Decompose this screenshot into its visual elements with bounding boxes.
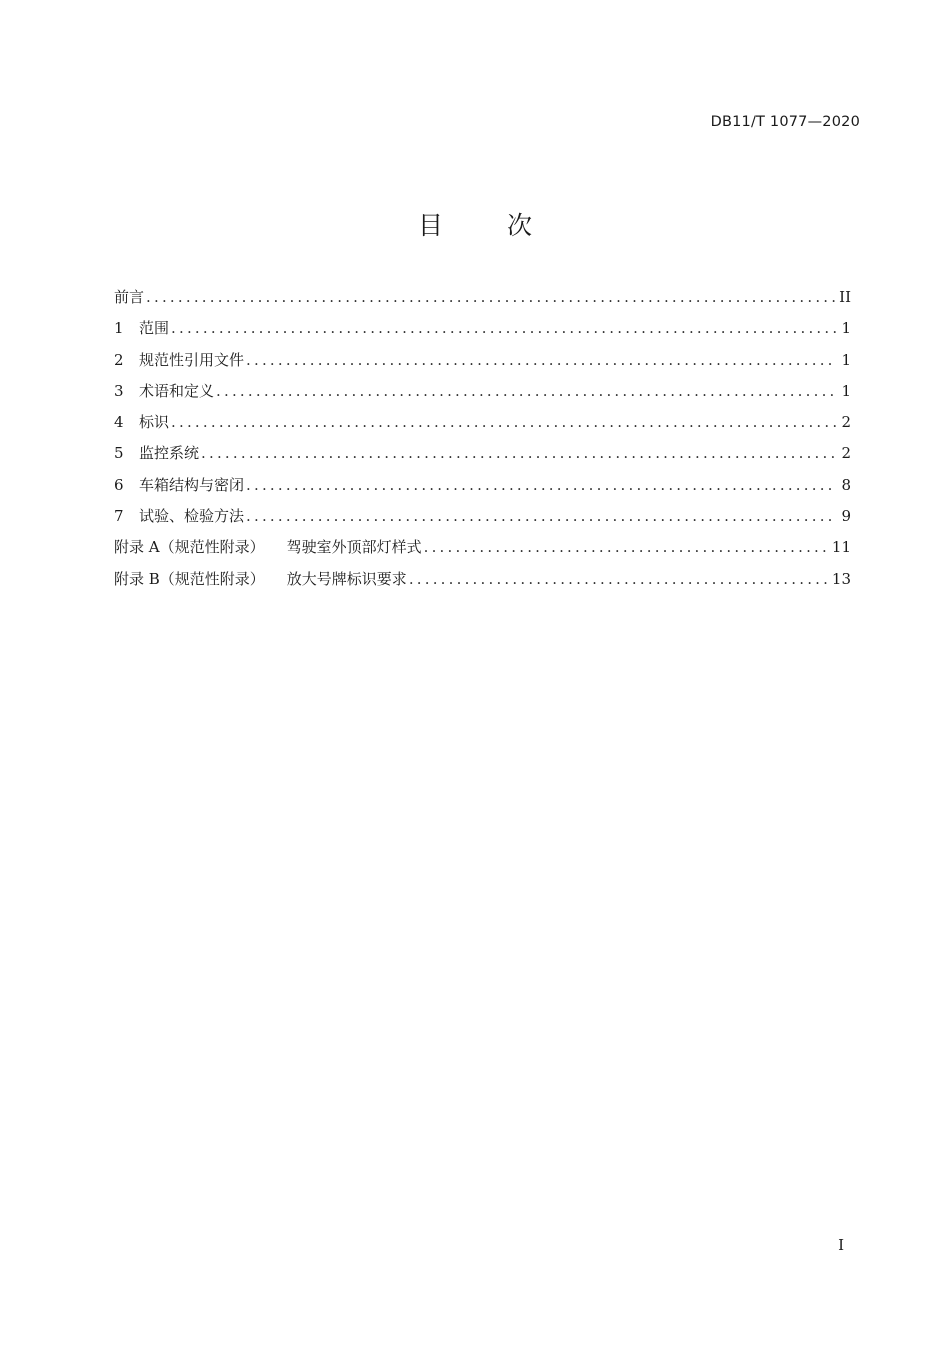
toc-entry-number: 7 (114, 507, 124, 526)
toc-entry-foreword[interactable] (114, 286, 851, 317)
toc-entry-7[interactable] (114, 505, 851, 536)
toc-entry-page: II (839, 288, 851, 306)
toc-entry-number: 3 (114, 381, 124, 400)
toc-leader-dots (246, 476, 837, 494)
toc-entry-page: 1 (841, 319, 851, 338)
toc-entry-label: 车箱结构与密闭 (139, 475, 245, 494)
toc-leader-dots (201, 444, 837, 462)
toc-leader-dots (171, 413, 837, 431)
toc-entry-2[interactable] (114, 349, 851, 380)
toc-entry-number: 2 (114, 350, 124, 369)
toc-entry-appendix-a[interactable] (114, 536, 851, 567)
toc-entry-label: 监控系统 (139, 444, 200, 463)
toc-entry-page: 2 (841, 413, 851, 432)
toc-entry-number: 5 (114, 444, 124, 463)
toc-title: 目 次 (418, 211, 560, 240)
toc-entry-label: 规范性引用文件 (139, 350, 245, 369)
table-of-contents (114, 286, 851, 599)
toc-entry-6[interactable] (114, 474, 851, 505)
toc-entry-page: 13 (831, 569, 851, 588)
toc-leader-dots (424, 538, 828, 556)
toc-leader-dots (409, 570, 828, 588)
toc-entry-page: 1 (841, 350, 851, 369)
toc-entry-label: 附录 B（规范性附录） (114, 569, 265, 588)
toc-entry-subtitle: 放大号牌标识要求 (286, 569, 407, 588)
toc-leader-dots (146, 288, 835, 306)
toc-entry-appendix-b[interactable] (114, 568, 851, 599)
toc-leader-dots (216, 382, 837, 400)
toc-entry-page: 9 (841, 507, 851, 526)
toc-entry-label: 范围 (139, 319, 170, 338)
toc-entry-page: 2 (841, 444, 851, 463)
document-code: DB11/T 1077—2020 (710, 114, 860, 130)
page-number: I (838, 1236, 844, 1254)
toc-entry-number: 4 (114, 413, 124, 432)
toc-entry-page: 8 (841, 475, 851, 494)
toc-entry-number: 6 (114, 475, 124, 494)
toc-leader-dots (171, 319, 837, 337)
toc-entry-number: 1 (114, 319, 124, 338)
toc-entry-page: 11 (831, 538, 851, 557)
toc-entry-label: 标识 (139, 413, 170, 432)
toc-entry-1[interactable] (114, 317, 851, 348)
toc-entry-label: 前言 (114, 288, 145, 306)
toc-entry-label: 术语和定义 (139, 381, 215, 400)
toc-leader-dots (246, 507, 837, 525)
toc-entry-page: 1 (841, 381, 851, 400)
toc-entry-label: 附录 A（规范性附录） (114, 538, 265, 557)
toc-entry-label: 试验、检验方法 (139, 507, 245, 526)
toc-entry-subtitle: 驾驶室外顶部灯样式 (286, 538, 422, 557)
toc-leader-dots (246, 351, 837, 369)
toc-entry-4[interactable] (114, 411, 851, 442)
toc-entry-3[interactable] (114, 380, 851, 411)
toc-entry-5[interactable] (114, 442, 851, 473)
